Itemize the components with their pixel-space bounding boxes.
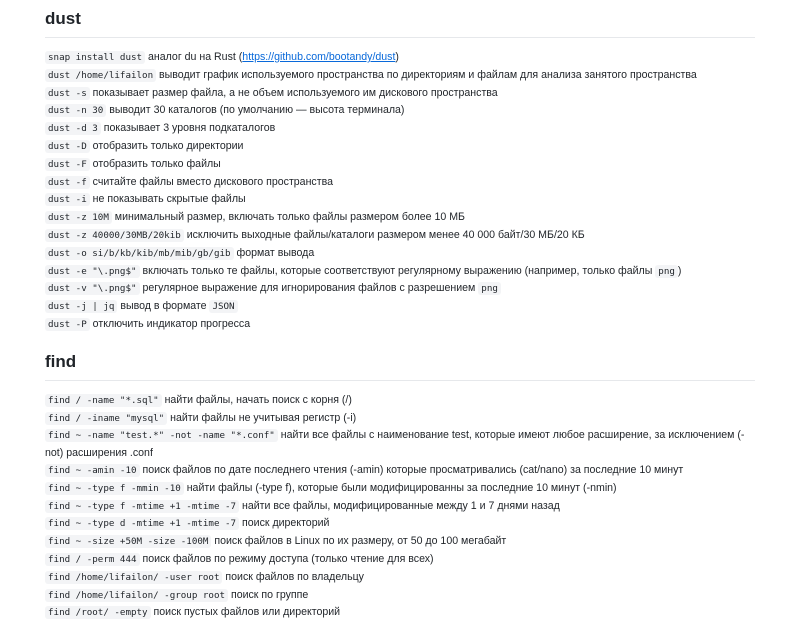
find-line xyxy=(45,498,755,516)
line-text: отобразить только файлы xyxy=(89,157,221,170)
line-text: выводит 30 каталогов (по умолчанию — высота терминала) xyxy=(106,104,405,117)
code-snippet: dust -n 30 xyxy=(45,104,106,117)
heading-find: find xyxy=(45,349,755,381)
line-text: найти файлы (-type f), которые были модифицированны за последние 10 минут (-nmin) xyxy=(183,481,617,494)
code-snippet: find ~ -type f -mmin -10 xyxy=(45,482,184,495)
find-line xyxy=(45,392,755,410)
code-snippet: find ~ -name "test.*" -not -name "*.conf" xyxy=(45,429,278,442)
find-line xyxy=(45,515,755,533)
dust-line xyxy=(45,156,755,174)
line-text: поиск директорий xyxy=(239,517,330,530)
line-text: найти файлы не учитывая регистр (-i) xyxy=(167,411,357,424)
dust-line xyxy=(45,227,755,245)
line-text: поиск файлов в Linux по их размеру, от 50 до 100 мегабайт xyxy=(211,535,507,548)
code-snippet: find / -iname "mysql" xyxy=(45,412,167,425)
line-text: показывает 3 уровня подкаталогов xyxy=(100,122,276,135)
code-snippet: dust -s xyxy=(45,87,90,100)
heading-dust: dust xyxy=(45,6,755,38)
find-line xyxy=(45,551,755,569)
dust-line xyxy=(45,67,755,85)
find-line xyxy=(45,569,755,587)
line-text: включать только те файлы, которые соответствуют регулярному выражению (например, только файлы xyxy=(139,264,656,277)
code-snippet: JSON xyxy=(209,300,237,313)
code-snippet: dust -f xyxy=(45,176,90,189)
code-snippet: find ~ -size +50M -size -100M xyxy=(45,535,211,548)
line-text: поиск файлов по режиму доступа (только чтение для всех) xyxy=(139,552,434,565)
code-snippet: dust -v "\.png$" xyxy=(45,282,140,295)
code-snippet: png xyxy=(478,282,501,295)
line-text: найти все файлы, модифицированные между 1 и 7 днями назад xyxy=(239,499,560,512)
line-text: ) xyxy=(395,51,399,63)
line-text: найти все файлы с наименование test, которые имеют любое расширение, за исключением (-not) расширения .conf xyxy=(45,429,745,460)
code-snippet: dust -P xyxy=(45,318,90,331)
find-line xyxy=(45,587,755,605)
dust-line xyxy=(45,138,755,156)
code-snippet: find ~ -amin -10 xyxy=(45,464,140,477)
dust-line xyxy=(45,316,755,334)
line-text: аналог du на Rust ( xyxy=(145,51,243,63)
code-snippet: find /home/lifailon/ -group root xyxy=(45,589,228,602)
dust-line xyxy=(45,102,755,120)
code-snippet: find /root/ -empty xyxy=(45,606,151,619)
line-text: найти файлы, начать поиск с корня (/) xyxy=(161,393,352,406)
line-text: поиск файлов по дате последнего чтения (-amin) которые просматривались (cat/nano) за последние 10 минут xyxy=(139,463,684,476)
line-text: не показывать скрытые файлы xyxy=(89,193,246,206)
github-link[interactable]: https://github.com/bootandy/dust xyxy=(242,51,396,63)
find-line xyxy=(45,604,755,622)
line-text: выводит график используемого пространства по директориям и файлам для анализа занятого пространства xyxy=(156,68,697,81)
line-text: поиск пустых файлов или директорий xyxy=(150,606,341,619)
code-snippet: find /home/lifailon/ -user root xyxy=(45,571,222,584)
code-snippet: dust -j | jq xyxy=(45,300,117,313)
line-text: исключить выходные файлы/каталоги размером менее 40 000 байт/30 МБ/20 КБ xyxy=(183,228,585,241)
dust-line xyxy=(45,174,755,192)
code-snippet: dust -D xyxy=(45,140,90,153)
line-text: формат вывода xyxy=(233,246,315,259)
dust-line xyxy=(45,298,755,316)
find-line xyxy=(45,427,755,462)
line-text: поиск файлов по владельцу xyxy=(222,570,364,583)
code-snippet: dust -F xyxy=(45,158,90,171)
dust-line xyxy=(45,85,755,103)
dust-line xyxy=(45,120,755,138)
code-snippet: dust -d 3 xyxy=(45,122,101,135)
code-snippet: dust /home/lifailon xyxy=(45,69,156,82)
line-text: минимальный размер, включать только файлы размером более 10 МБ xyxy=(111,211,466,224)
line-text: считайте файлы вместо дискового пространства xyxy=(89,175,333,188)
dust-line xyxy=(45,245,755,263)
code-snippet: find ~ -type d -mtime +1 -mtime -7 xyxy=(45,517,239,530)
find-line xyxy=(45,533,755,551)
line-text: отключить индикатор прогресса xyxy=(89,317,251,330)
find-line xyxy=(45,462,755,480)
dust-line-install xyxy=(45,49,755,67)
find-line xyxy=(45,410,755,428)
code-snippet: png xyxy=(655,265,678,278)
line-text: поиск по группе xyxy=(228,588,309,601)
line-text: отобразить только директории xyxy=(89,139,244,152)
find-line xyxy=(45,480,755,498)
line-text: ) xyxy=(677,264,682,277)
code-snippet: find / -perm 444 xyxy=(45,553,140,566)
dust-line xyxy=(45,280,755,298)
code-snippet: dust -i xyxy=(45,193,90,206)
dust-line xyxy=(45,209,755,227)
line-text: регулярное выражение для игнорирования файлов с разрешением xyxy=(139,282,479,295)
line-text: показывает размер файла, а не объем используемого им дискового пространства xyxy=(89,86,498,99)
code-snippet: find ~ -type f -mtime +1 -mtime -7 xyxy=(45,500,239,513)
dust-line xyxy=(45,191,755,209)
dust-line xyxy=(45,263,755,281)
code-snippet: dust -o si/b/kb/kib/mb/mib/gb/gib xyxy=(45,247,234,260)
code-snippet: dust -z 40000/30MB/20kib xyxy=(45,229,184,242)
code-snippet: dust -e "\.png$" xyxy=(45,265,140,278)
code-snippet: find / -name "*.sql" xyxy=(45,394,162,407)
code-snippet: snap install dust xyxy=(45,51,145,64)
line-text: вывод в формате xyxy=(117,300,210,313)
code-snippet: dust -z 10M xyxy=(45,211,112,224)
